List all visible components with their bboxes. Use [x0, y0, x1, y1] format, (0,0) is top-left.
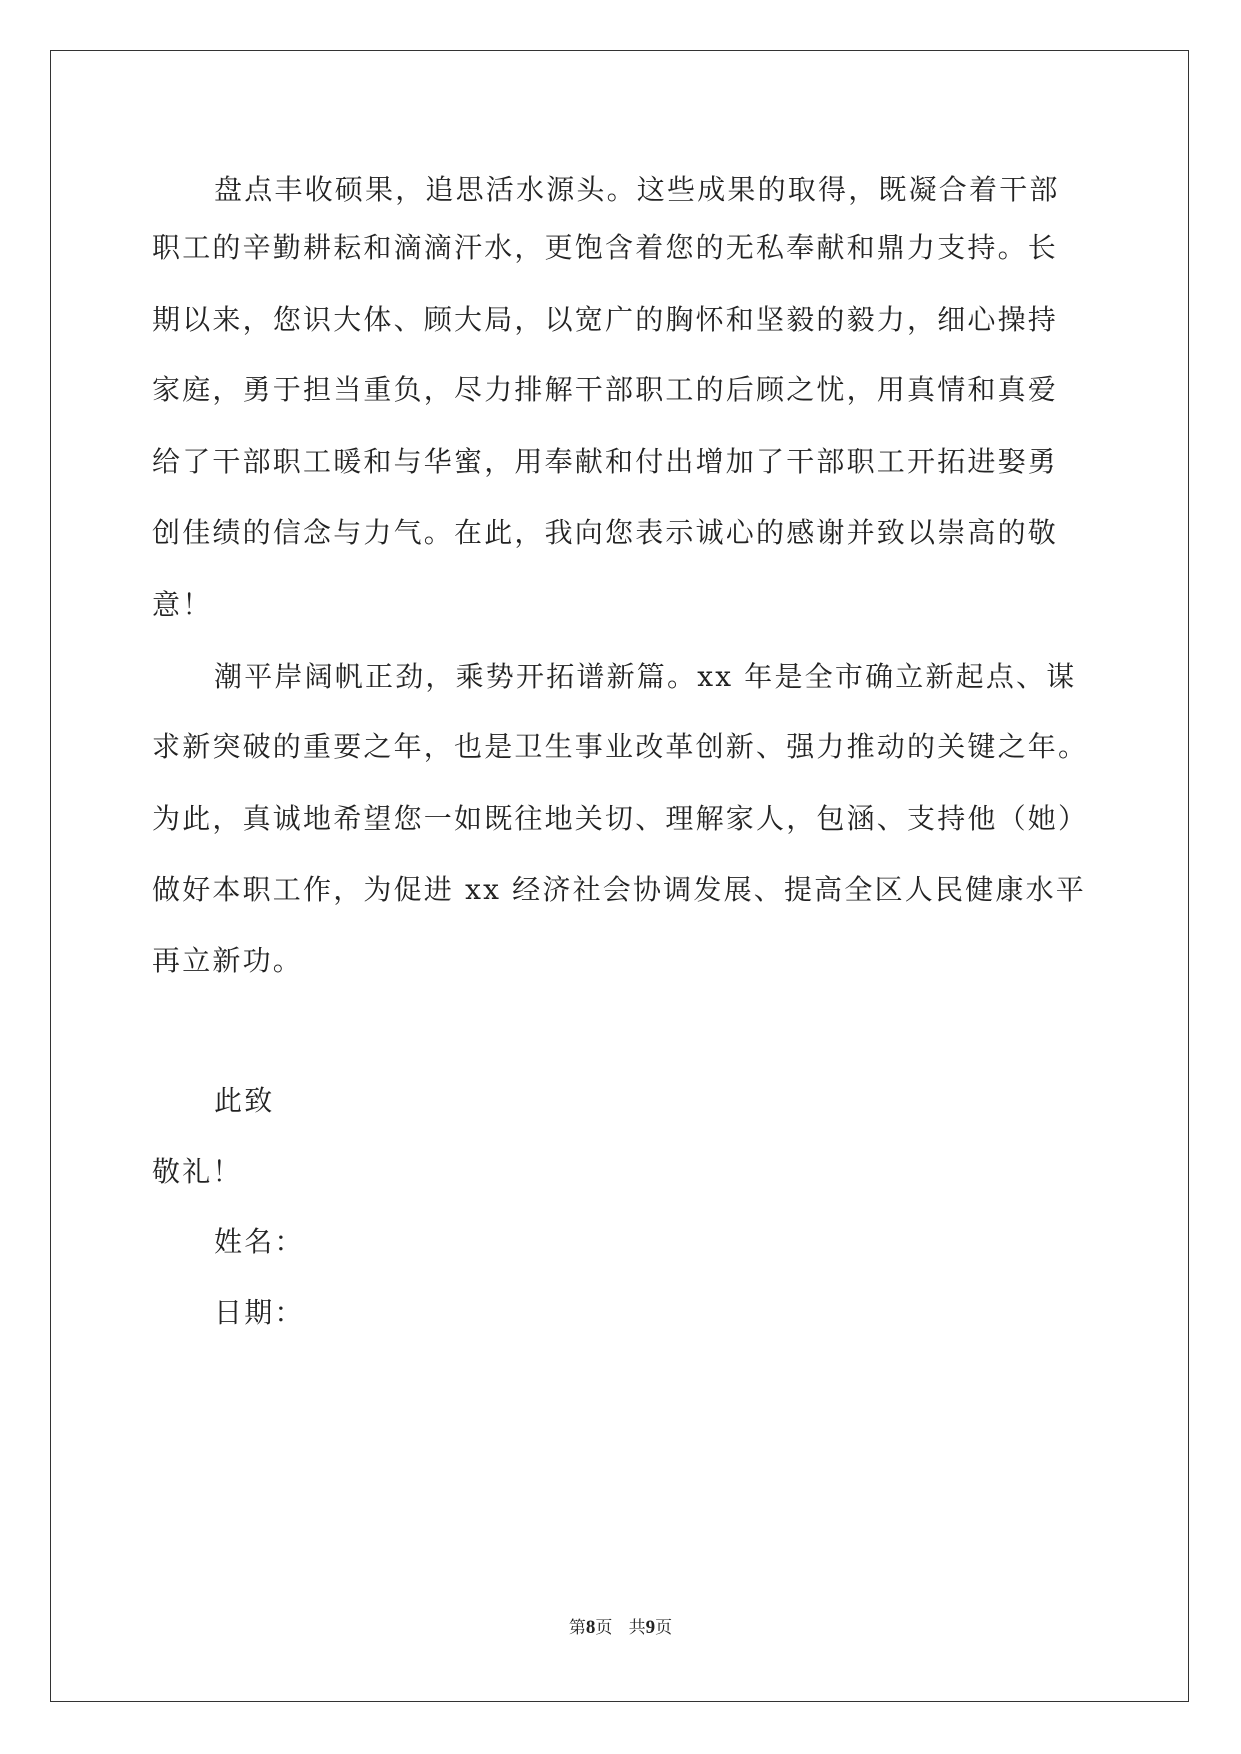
name-label: 姓名： — [214, 1225, 305, 1258]
paragraph-1-line-6: 创佳绩的信念与力气。在此，我向您表示诚心的感谢并致以崇高的敬 — [152, 516, 1059, 549]
footer-total-pages: 9 — [645, 1617, 656, 1638]
paragraph-2-line-1: 潮平岸阔帆正劲，乘势开拓谱新篇。xx 年是全市确立新起点、谋 — [214, 660, 1077, 693]
paragraph-1-line-7: 意！ — [152, 588, 213, 621]
paragraph-2-line-2: 求新突破的重要之年，也是卫生事业改革创新、强力推动的关键之年。 — [152, 730, 1089, 763]
paragraph-2-line-5: 再立新功。 — [152, 944, 304, 977]
closing-salute: 敬礼！ — [152, 1155, 243, 1188]
closing-greeting: 此致 — [214, 1084, 275, 1117]
paragraph-1-line-5: 给了干部职工暖和与华蜜，用奉献和付出增加了干部职工开拓进娶勇 — [152, 445, 1059, 478]
paragraph-2-line-4: 做好本职工作，为促进 xx 经济社会协调发展、提高全区人民健康水平 — [152, 873, 1086, 906]
footer-page-word: 页 — [595, 1618, 613, 1638]
paragraph-1-line-2: 职工的辛勤耕耘和滴滴汗水，更饱含着您的无私奉献和鼎力支持。长 — [152, 231, 1059, 264]
footer-prefix: 第 — [568, 1618, 586, 1638]
paragraph-1-line-3: 期以来，您识大体、顾大局，以宽广的胸怀和坚毅的毅力，细心操持 — [152, 303, 1059, 336]
page-footer — [0, 1616, 1241, 1640]
footer-current-page: 8 — [585, 1617, 596, 1638]
paragraph-1-line-1: 盘点丰收硕果，追思活水源头。这些成果的取得，既凝合着干部 — [214, 173, 1060, 206]
footer-total-suffix: 页 — [655, 1618, 673, 1638]
date-label: 日期： — [214, 1296, 305, 1329]
footer-total-prefix: 共 — [628, 1618, 646, 1638]
paragraph-2-line-3: 为此，真诚地希望您一如既往地关切、理解家人，包涵、支持他（她） — [152, 802, 1089, 835]
paragraph-1-line-4: 家庭，勇于担当重负，尽力排解干部职工的后顾之忧，用真情和真爱 — [152, 373, 1059, 406]
